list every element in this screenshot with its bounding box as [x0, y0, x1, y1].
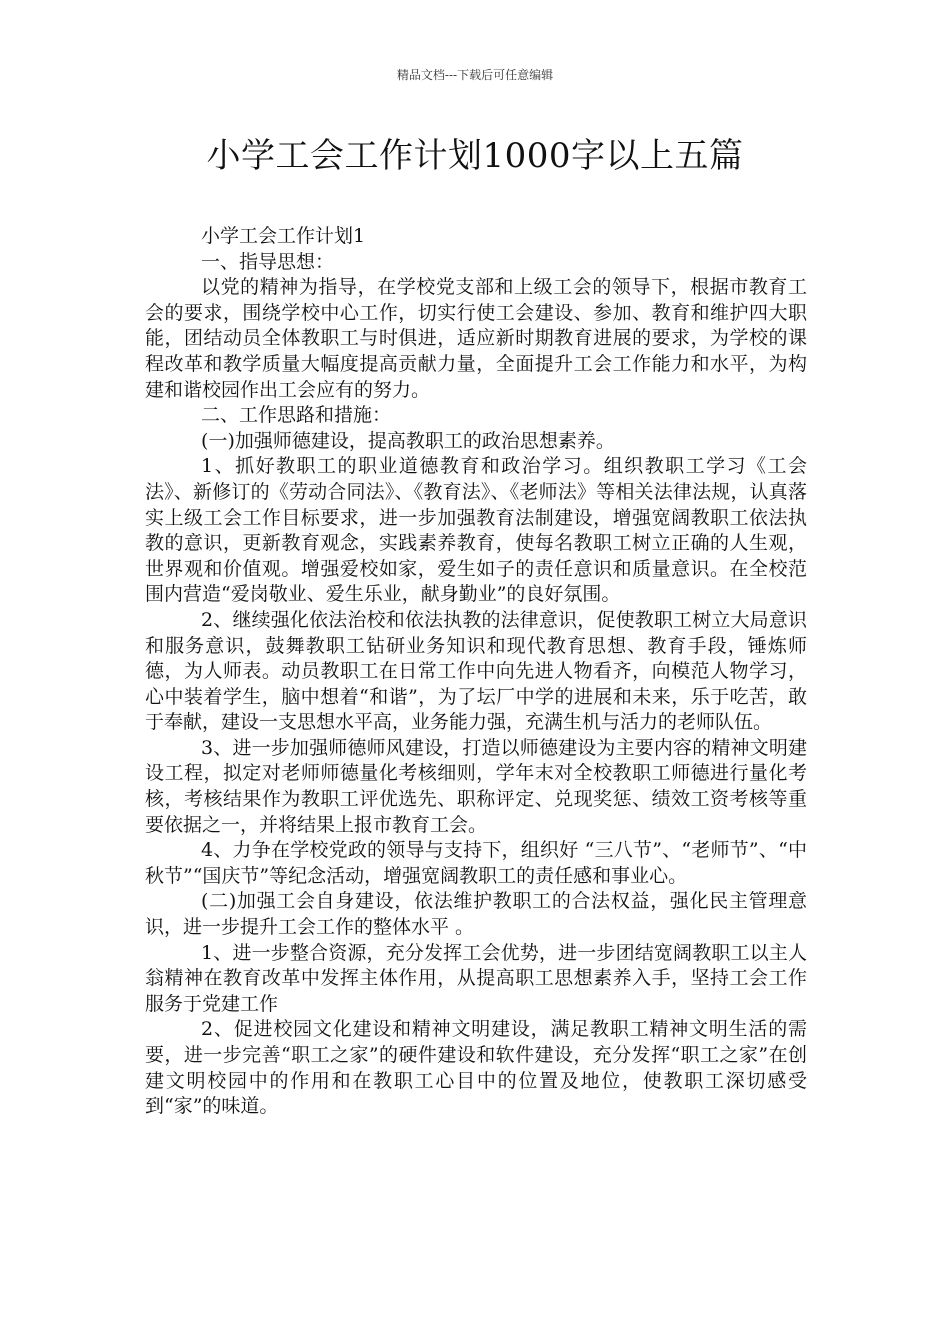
header-note: 精品文档---下载后可任意编辑: [396, 68, 554, 82]
paragraph-item-4: 4、力争在学校党政的领导与支持下，组织好 “三八节”、“老师节”、“中秋节”“国庆节”等纪念活动，增强宽阔教职工的责任感和事业心。: [145, 839, 807, 887]
paragraph-union-item-2: 2、促进校园文化建设和精神文明建设，满足教职工精神文明生活的需要，进一步完善“职工之家”的硬件建设和软件建设，充分发挥“职工之家”在创建文明校园中的作用和在教职工心目中的位置及地位，使教职工深切感受到“家”的味道。: [145, 1018, 807, 1118]
paragraph-guiding-ideology: 以党的精神为指导，在学校党支部和上级工会的领导下，根据市教育工会的要求，围绕学校中心工作，切实行使工会建设、参加、教育和维护四大职能，团结动员全体教职工与时俱进，适应新时期教育进展的要求，为学校的课程改革和教学质量大幅度提高贡献力量，全面提升工会工作能力和水平，为构建和谐校园作出工会应有的努力。: [145, 276, 807, 401]
subheading-union-building: (二)加强工会自身建设，依法维护教职工的合法权益，强化民主管理意识，进一步提升工会工作的整体水平 。: [145, 890, 807, 939]
heading-ideas-measures: 二、工作思路和措施：: [201, 404, 392, 427]
section-heading-plan-1: 小学工会工作计划1: [201, 225, 366, 247]
document-body: [145, 224, 807, 1120]
paragraph-item-3: 3、进一步加强师德师风建设，打造以师德建设为主要内容的精神文明建设工程，拟定对老师师德量化考核细则，学年末对全校教职工师德进行量化考核，考核结果作为教职工评优选先、职称评定、兑现奖惩、绩效工资考核等重要依据之一，并将结果上报市教育工会。: [145, 736, 807, 836]
paragraph-item-1: 1、抓好教职工的职业道德教育和政治学习。组织教职工学习《工会法》、新修订的《劳动合同法》、《教育法》、《老师法》等相关法律法规，认真落实上级工会工作目标要求，进一步加强教育法制建设，增强宽阔教职工依法执教的意识，更新教育观念，实践素养教育，使每名教职工树立正确的人生观，世界观和价值观。增强爱校如家，爱生如子的责任意识和质量意识。在全校范围内营造“爱岗敬业、爱生乐业，献身勤业”的良好氛围。: [145, 455, 807, 606]
paragraph-union-item-1: 1、进一步整合资源，充分发挥工会优势，进一步团结宽阔教职工以主人翁精神在教育改革中发挥主体作用，从提高职工思想素养入手，坚持工会工作服务于党建工作: [145, 941, 807, 1015]
document-title: 小学工会工作计划1000字以上五篇: [206, 136, 744, 176]
paragraph-item-2: 2、继续强化依法治校和依法执教的法律意识，促使教职工树立大局意识和服务意识，鼓舞教职工钻研业务知识和现代教育思想、教育手段，锤炼师德，为人师表。动员教职工在日常工作中向先进人物看齐，向模范人物学习，心中装着学生，脑中想着“和谐”，为了坛厂中学的进展和未来，乐于吃苦，敢于奉献，建设一支思想水平高，业务能力强，充满生机与活力的老师队伍。: [145, 608, 807, 734]
heading-guiding-ideology: 一、指导思想：: [201, 250, 335, 273]
subheading-ethics: (一)加强师德建设，提高教职工的政治思想素养。: [201, 429, 615, 452]
